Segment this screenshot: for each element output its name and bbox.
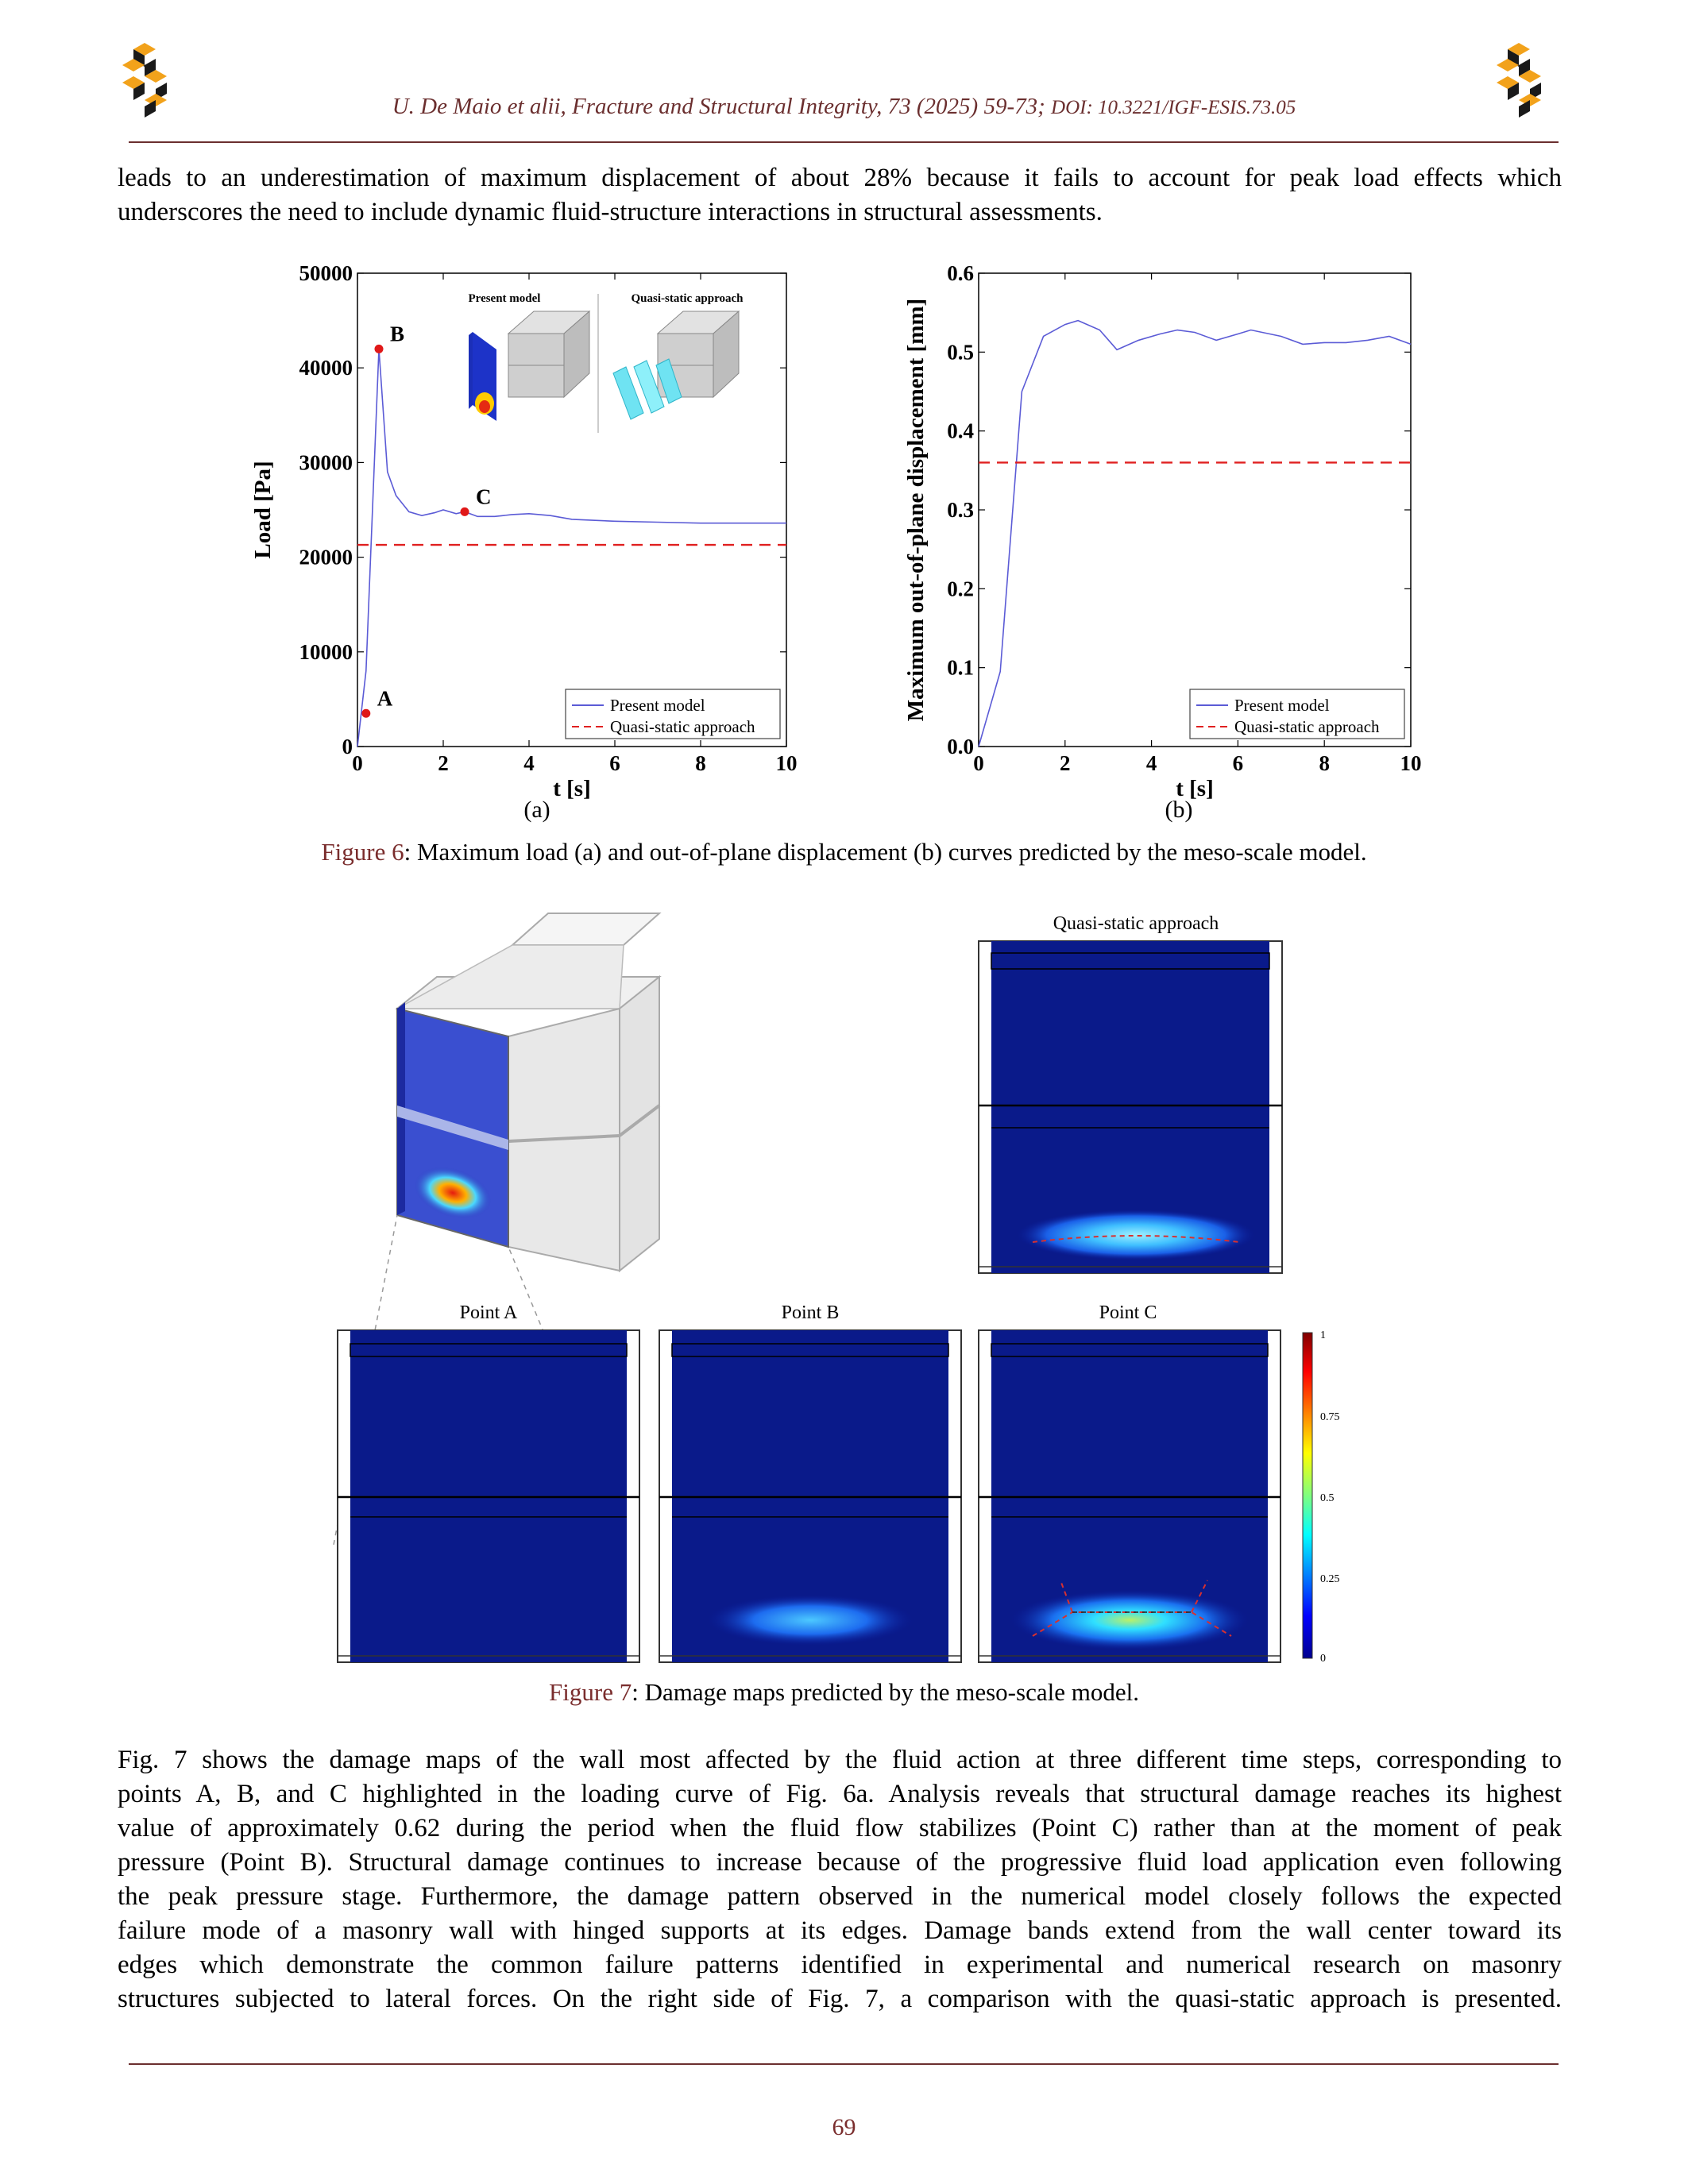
y-tick-label: 0.4 — [947, 419, 974, 443]
point-a-title: Point A — [459, 1302, 518, 1323]
annotation-point — [361, 709, 370, 718]
point-b-damage-map — [659, 1302, 961, 1662]
quasi-static-damage-map — [979, 913, 1282, 1273]
series-line-present-model — [979, 321, 1411, 747]
plot-frame — [979, 273, 1411, 747]
point-c-title: Point C — [1099, 1302, 1157, 1323]
legend-label: Present model — [1234, 696, 1330, 715]
y-axis-label: Load [Pa] — [250, 461, 276, 559]
x-axis-label: t [s] — [553, 776, 591, 801]
body-line: pressure (Point B). Structural damage continues to increase because of the progressive fluid load application even following — [118, 1848, 1562, 1877]
colorbar-tick: 0 — [1320, 1653, 1326, 1665]
body-line: value of approximately 0.62 during the period when the fluid flow stabilizes (Point C) rather than at the moment of peak — [118, 1814, 1562, 1843]
legend-label: Quasi-static approach — [610, 717, 755, 736]
annotation-label: C — [476, 484, 492, 509]
x-axis-label: t [s] — [1176, 776, 1214, 801]
y-tick-label: 30000 — [299, 450, 353, 475]
y-tick-label: 40000 — [299, 356, 353, 380]
x-tick-label: 2 — [438, 751, 449, 775]
colorbar-tick: 0.5 — [1320, 1492, 1335, 1504]
displacement-chart-legend — [1190, 689, 1404, 739]
colorbar-tick: 1 — [1320, 1329, 1326, 1341]
figure6-caption-text: : Maximum load (a) and out-of-plane displacement (b) curves predicted by the meso-scale model. — [404, 838, 1367, 866]
page-number: 69 — [832, 2114, 856, 2140]
series-line-present-model — [357, 349, 786, 747]
x-tick-label: 10 — [1400, 751, 1422, 775]
colorbar-tick: 0.25 — [1320, 1573, 1340, 1585]
y-tick-label: 50000 — [299, 261, 353, 285]
annotation-point — [461, 507, 469, 516]
x-tick-label: 4 — [523, 751, 535, 775]
figure7-caption — [0, 1678, 1688, 1707]
body-line: edges which demonstrate the common failure patterns identified in experimental and numerical research on masonry — [118, 1951, 1562, 1979]
header-rule — [129, 141, 1559, 143]
colorbar-tick: 0.75 — [1320, 1411, 1340, 1423]
y-tick-label: 0.6 — [947, 261, 974, 285]
annotation-label: B — [390, 322, 405, 346]
x-tick-label: 0 — [973, 751, 984, 775]
body-line: structures subjected to lateral forces. On the right side of Fig. 7, a comparison with the quasi-static approach is presented. — [118, 1985, 1562, 2013]
x-tick-label: 0 — [352, 751, 363, 775]
legend-label: Quasi-static approach — [1234, 717, 1380, 736]
load-chart — [246, 254, 818, 810]
subfigure-label-b: (b) — [1165, 797, 1193, 823]
figure7-ref: Figure 7 — [549, 1678, 632, 1706]
header-citation: U. De Maio et alii, Fracture and Structural Integrity, 73 (2025) 59-73; — [392, 94, 1045, 119]
x-tick-label: 10 — [775, 751, 798, 775]
header-doi: DOI: 10.3221/IGF-ESIS.73.05 — [1051, 97, 1296, 118]
y-tick-label: 0.5 — [947, 340, 974, 365]
y-tick-label: 20000 — [299, 545, 353, 569]
y-tick-label: 0.0 — [947, 735, 974, 758]
y-tick-label: 0.1 — [947, 655, 974, 680]
quasi-static-title: Quasi-static approach — [1053, 913, 1219, 934]
figure7-caption-text: : Damage maps predicted by the meso-scale model. — [632, 1678, 1139, 1706]
subfigure-label-a: (a) — [523, 797, 550, 823]
body-line: points A, B, and C highlighted in the loading curve of Fig. 6a. Analysis reveals that structural damage reaches its highest — [118, 1780, 1562, 1808]
figure6-ref: Figure 6 — [321, 838, 404, 866]
inset-models-image — [469, 292, 744, 433]
intro-line: underscores the need to include dynamic fluid-structure interactions in structural assessments. — [118, 198, 1103, 226]
legend-label: Present model — [610, 696, 705, 715]
displacement-chart — [890, 254, 1446, 810]
x-tick-label: 2 — [1060, 751, 1071, 775]
inset-label-quasi: Quasi-static approach — [631, 292, 744, 305]
body-paragraph — [118, 1743, 1562, 2016]
y-axis-label: Maximum out-of-plane displacement [mm] — [903, 298, 929, 722]
point-c-damage-map — [979, 1302, 1280, 1662]
body-line: the peak pressure stage. Furthermore, the damage pattern observed in the numerical model closely follows the expected — [118, 1882, 1562, 1911]
y-tick-label: 10000 — [299, 639, 353, 664]
damage-maps-figure — [318, 897, 1366, 1668]
annotation-point — [375, 345, 384, 353]
intro-line: leads to an underestimation of maximum displacement of about 28% because it fails to account for peak load effects which — [118, 164, 1562, 192]
y-tick-label: 0.2 — [947, 577, 974, 601]
x-tick-label: 6 — [1232, 751, 1244, 775]
running-header — [0, 94, 1688, 120]
footer-rule — [129, 2063, 1559, 2065]
figure6-caption — [0, 838, 1688, 866]
x-tick-label: 8 — [695, 751, 706, 775]
body-line: failure mode of a masonry wall with hinged supports at its edges. Damage bands extend from the wall center toward its — [118, 1916, 1562, 1945]
y-tick-label: 0.3 — [947, 498, 974, 522]
body-line: Fig. 7 shows the damage maps of the wall most affected by the fluid action at three different time steps, corresponding to — [118, 1746, 1562, 1774]
inset-label-present: Present model — [468, 292, 541, 305]
point-b-title: Point B — [781, 1302, 840, 1323]
x-tick-label: 8 — [1319, 751, 1330, 775]
x-tick-label: 6 — [609, 751, 620, 775]
load-chart-legend — [566, 689, 780, 739]
point-a-damage-map — [338, 1302, 639, 1662]
damage-colorbar — [1303, 1329, 1340, 1665]
y-tick-label: 0 — [342, 735, 353, 758]
x-tick-label: 4 — [1145, 751, 1157, 775]
intro-paragraph — [118, 161, 1562, 230]
annotation-label: A — [377, 686, 393, 711]
